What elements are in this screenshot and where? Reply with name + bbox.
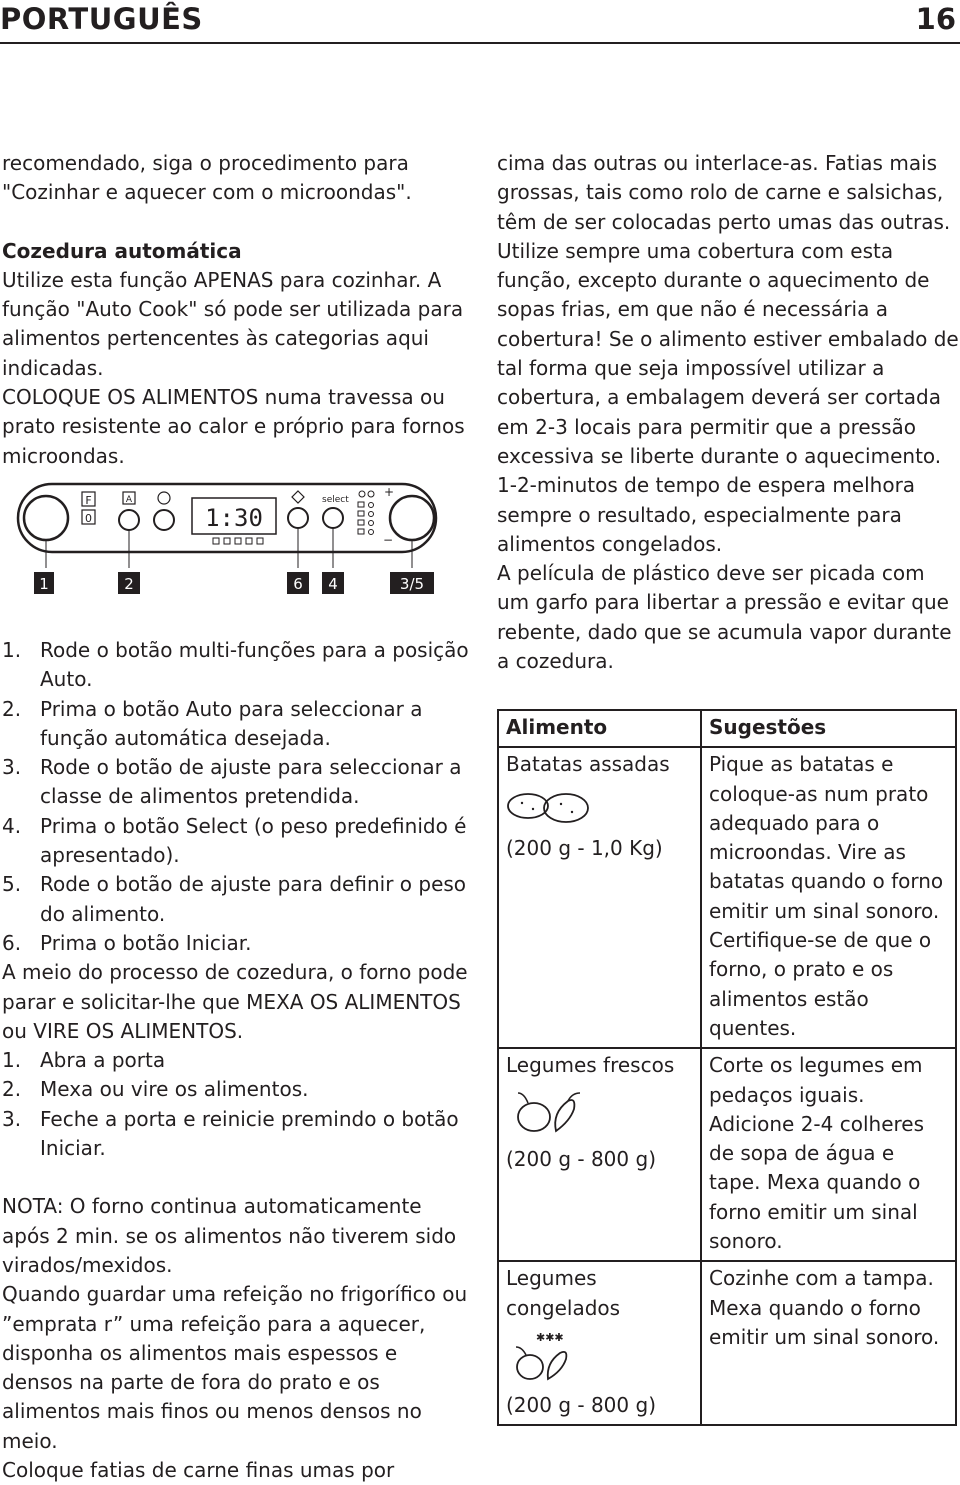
table-cell-tip: Pique as batatas e coloque-as num prato adequado para o microondas. Vire as batatas quando o forno emitir um sinal sonoro. Certifique-se de que o forno, o prato e os alimentos estão quentes. bbox=[701, 747, 956, 1048]
stir-steps bbox=[2, 1046, 472, 1163]
table-row bbox=[498, 1261, 956, 1425]
list-item: 6. Prima o botão Iniciar. bbox=[2, 930, 252, 955]
start-button bbox=[288, 508, 308, 528]
callout-4: 4 bbox=[328, 575, 338, 593]
list-item: 3. Rode o botão de ajuste para seleccionar a classe de alimentos pretendida. bbox=[2, 755, 462, 809]
table-cell-food bbox=[498, 1261, 701, 1425]
paragraph-standing-time: 1-2-minutos de tempo de espera melhora sempre o resultado, especialmente para alimentos congelados. bbox=[497, 473, 916, 556]
left-column-lower bbox=[2, 636, 472, 1485]
table-cell-tip: Corte os legumes em pedaços iguais. Adicione 2-4 colheres de sopa de água e tape. Mexa quando o forno emitir um sinal sonoro. bbox=[701, 1048, 956, 1261]
table-cell-tip: Cozinhe com a tampa. Mexa quando o forno emitir um sinal sonoro. bbox=[701, 1261, 956, 1425]
paragraph-plastic-film: A película de plástico deve ser picada com um garfo para libertar a pressão e evitar que rebente, dado que se acumula vapor durante a cozedura. bbox=[497, 561, 952, 674]
callout-1: 1 bbox=[39, 575, 49, 593]
display-time: 1:30 bbox=[205, 504, 263, 532]
table-cell-food bbox=[498, 1048, 701, 1261]
table-row bbox=[498, 1048, 956, 1261]
select-button bbox=[323, 508, 343, 528]
multifunction-knob bbox=[24, 496, 68, 540]
food-quantity: (200 g - 1,0 Kg) bbox=[506, 835, 663, 860]
food-quantity: (200 g - 800 g) bbox=[506, 1146, 656, 1171]
callout-6: 6 bbox=[293, 575, 303, 593]
list-item: 1. Rode o botão multi-funções para a posição Auto. bbox=[2, 638, 469, 692]
table-row bbox=[498, 747, 956, 1048]
table-header-tips: Sugestões bbox=[701, 710, 956, 747]
key-f: F bbox=[85, 494, 92, 507]
paragraph-placement: COLOQUE OS ALIMENTOS numa travessa ou prato resistente ao calor e próprio para fornos microondas. bbox=[2, 385, 465, 468]
auto-key-label: A bbox=[125, 495, 133, 505]
auto-cook-steps bbox=[2, 636, 472, 958]
list-item: 1. Abra a porta bbox=[2, 1048, 166, 1073]
mode-icons bbox=[213, 538, 263, 544]
paragraph-slices: Coloque fatias de carne finas umas por bbox=[2, 1458, 395, 1483]
right-column bbox=[497, 149, 959, 676]
list-item: 2. Mexa ou vire os alimentos. bbox=[2, 1077, 309, 1102]
defrost-icon bbox=[158, 492, 170, 504]
table-cell-food bbox=[498, 747, 701, 1048]
auto-cook-table bbox=[497, 709, 957, 1426]
table-header-food: Alimento bbox=[498, 710, 701, 747]
food-name: Legumes frescos bbox=[506, 1053, 675, 1078]
left-column bbox=[2, 149, 472, 471]
start-icon bbox=[292, 491, 304, 503]
minus-sign: − bbox=[383, 533, 394, 547]
food-quantity: (200 g - 800 g) bbox=[506, 1392, 656, 1417]
food-name: Batatas assadas bbox=[506, 752, 670, 777]
table-header-row bbox=[498, 710, 956, 747]
select-label: select bbox=[322, 495, 349, 505]
paragraph-storage: Quando guardar uma refeição no frigorífico ou ”emprata r” uma refeição para a aquecer, disponha os alimentos mais espessos e densos na parte de fora do prato e os alimentos mais finos ou menos densos no meio. bbox=[2, 1282, 468, 1453]
adjust-knob bbox=[390, 496, 434, 540]
list-item: 2. Prima o botão Auto para seleccionar a função automática desejada. bbox=[2, 696, 423, 750]
food-name: Legumes congelados bbox=[506, 1266, 621, 1320]
paragraph-stir-turn: A meio do processo de cozedura, o forno pode parar e solicitar-lhe que MEXA OS ALIMENTOS ou VIRE OS ALIMENTOS. bbox=[2, 960, 468, 1043]
paragraph-usage: Utilize esta função APENAS para cozinhar. A função "Auto Cook" só pode ser utilizada para alimentos pertencentes às categorias aqui indicadas. bbox=[2, 267, 464, 380]
snowflake-icon: ✱✱✱ bbox=[536, 1330, 564, 1344]
list-item: 4. Prima o botão Select (o peso predefinido é apresentado). bbox=[2, 813, 467, 868]
vegetables-icon bbox=[506, 1087, 586, 1137]
potatoes-icon bbox=[506, 786, 596, 826]
section-heading: Cozedura automática bbox=[2, 238, 242, 263]
page-number: 16 bbox=[915, 2, 956, 36]
defrost-button bbox=[154, 510, 174, 530]
language-title: PORTUGUÊS bbox=[0, 2, 203, 36]
key-0: 0 bbox=[85, 512, 92, 525]
auto-button bbox=[119, 510, 139, 530]
list-item: 5. Rode o botão de ajuste para definir o peso do alimento. bbox=[2, 872, 467, 926]
callout-35: 3/5 bbox=[399, 575, 425, 593]
intro-text: recomendado, siga o procedimento para "Cozinhar e aquecer com o microondas". bbox=[2, 151, 412, 205]
indicator-icons bbox=[358, 491, 374, 535]
paragraph-cover: cima das outras ou interlace-as. Fatias mais grossas, tais como rolo de carne e salsichas, têm de ser colocadas perto umas das outras. Utilize sempre uma cobertura com esta função, excepto durante o aquecimento de sopas frias, em que não é necessária a cobertura! Se o alimento estiver embalado de tal forma que seja impossível utilizar a cobertura, a embalagem deverá ser cortada em 2-3 locais para permitir que a pressão excessiva se liberte durante o aquecimento. bbox=[497, 151, 959, 468]
list-item: 3. Feche a porta e reinicie premindo o botão Iniciar. bbox=[2, 1106, 459, 1161]
callout-2: 2 bbox=[124, 575, 134, 593]
frozen-vegetables-icon bbox=[506, 1329, 586, 1383]
control-panel-diagram bbox=[16, 478, 446, 596]
plus-sign: + bbox=[384, 485, 395, 499]
page-header bbox=[0, 0, 960, 44]
note-text: NOTA: O forno continua automaticamente após 2 min. se os alimentos não tiverem sido virados/mexidos. bbox=[2, 1194, 457, 1277]
